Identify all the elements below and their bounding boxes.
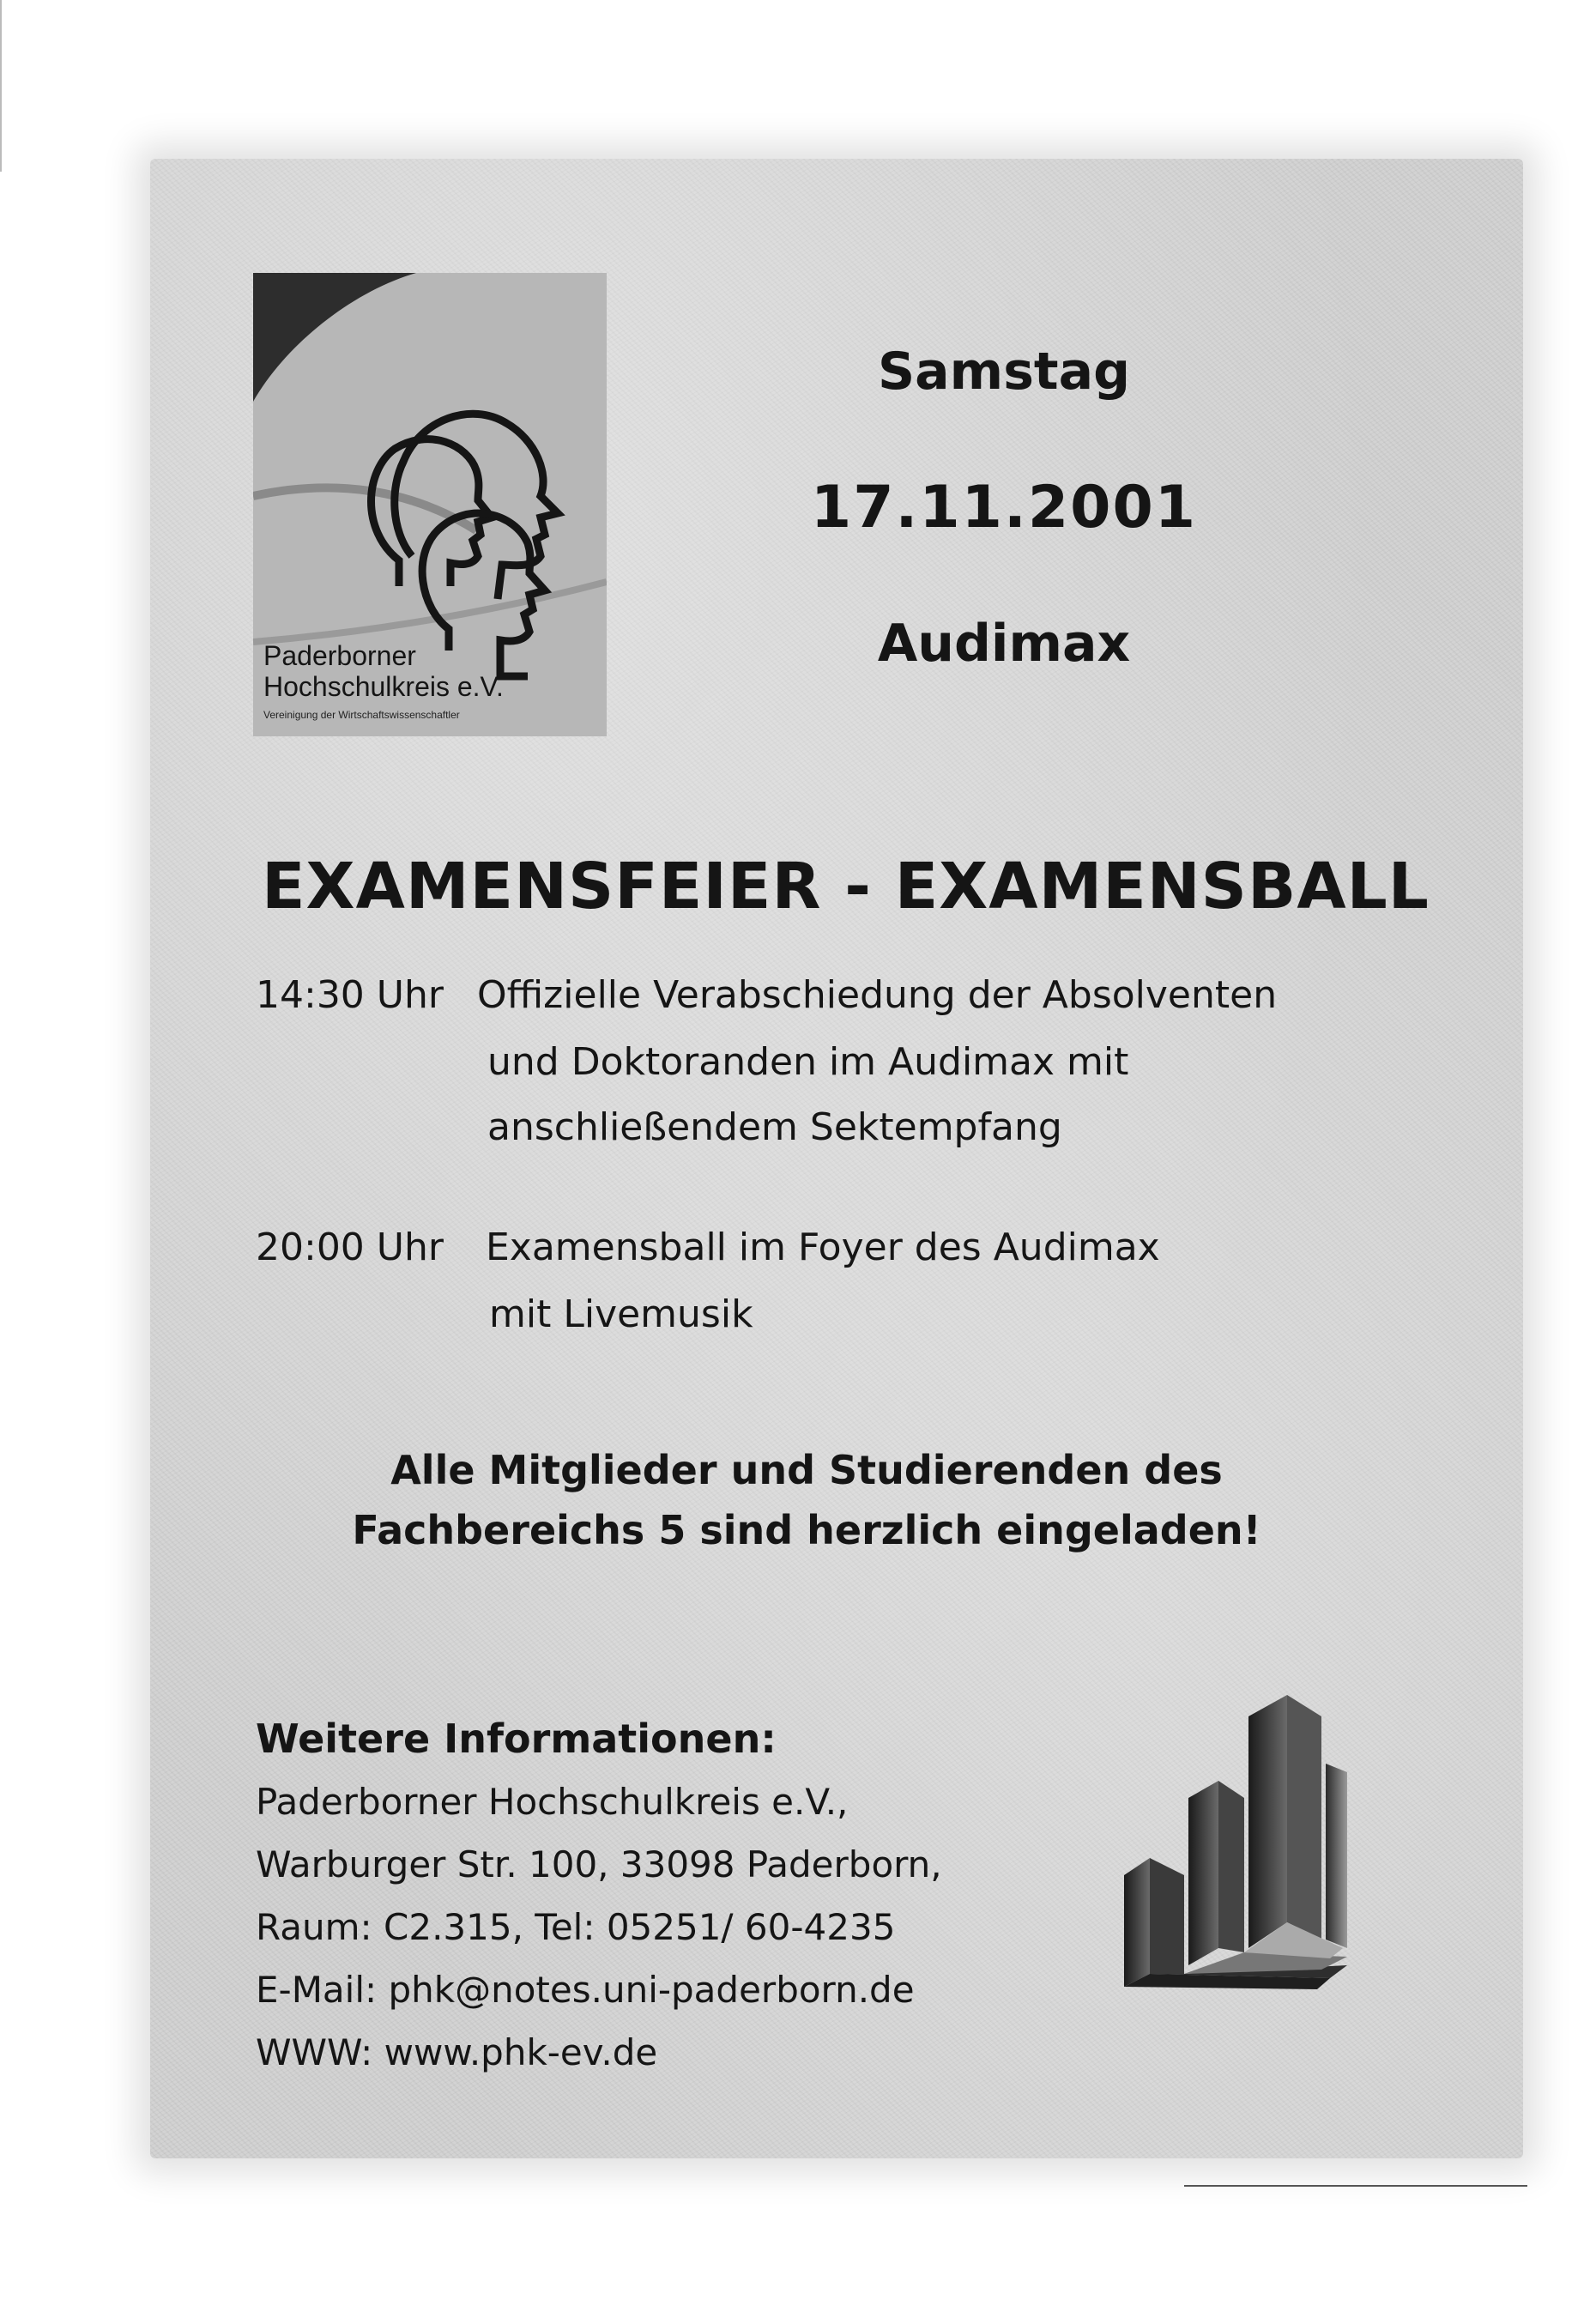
event-heading: EXAMENSFEIER - EXAMENSBALL	[262, 850, 1430, 923]
info-org: Paderborner Hochschulkreis e.V.,	[256, 1781, 849, 1823]
schedule-time-2: 20:00 Uhr	[256, 1226, 444, 1269]
info-email: E-Mail: phk@notes.uni-paderborn.de	[256, 1969, 915, 2011]
event-date: 17.11.2001	[810, 474, 1198, 542]
association-logo	[253, 273, 607, 736]
schedule-line-1-1: Offizielle Verabschiedung der Absolventen	[477, 973, 1278, 1017]
logo-name-line1: Paderborner	[263, 640, 416, 671]
info-web: WWW: www.phk-ev.de	[256, 2031, 658, 2073]
logo-subtitle: Vereinigung der Wirtschaftswissenschaftler	[263, 709, 460, 721]
schedule-line-1-3: anschließendem Sektempfang	[487, 1105, 1062, 1149]
university-paderborn-logo-icon	[1115, 1691, 1407, 2008]
event-venue: Audimax	[877, 614, 1131, 674]
schedule-line-2-1: Examensball im Foyer des Audimax	[486, 1226, 1160, 1269]
contact-info	[256, 1708, 942, 2084]
scan-edge	[0, 0, 2, 172]
logo-name-line2: Hochschulkreis e.V.	[263, 671, 504, 702]
invitation-line2: Fachbereichs 5 sind herzlich eingeladen!	[352, 1507, 1261, 1553]
info-title: Weitere Informationen:	[256, 1716, 777, 1762]
schedule-line-2-2: mit Livemusik	[489, 1292, 753, 1336]
info-address: Warburger Str. 100, 33098 Paderborn,	[256, 1843, 942, 1885]
invitation-line1: Alle Mitglieder und Studierenden des	[390, 1447, 1223, 1493]
info-room: Raum: C2.315, Tel: 05251/ 60-4235	[256, 1906, 896, 1948]
invitation-text	[257, 1440, 1356, 1560]
event-day: Samstag	[877, 342, 1131, 402]
schedule-line-1-2: und Doktoranden im Audimax mit	[487, 1040, 1129, 1084]
schedule-time-1: 14:30 Uhr	[256, 973, 444, 1017]
bottom-rule	[1184, 2185, 1527, 2187]
logo-name	[263, 640, 504, 702]
